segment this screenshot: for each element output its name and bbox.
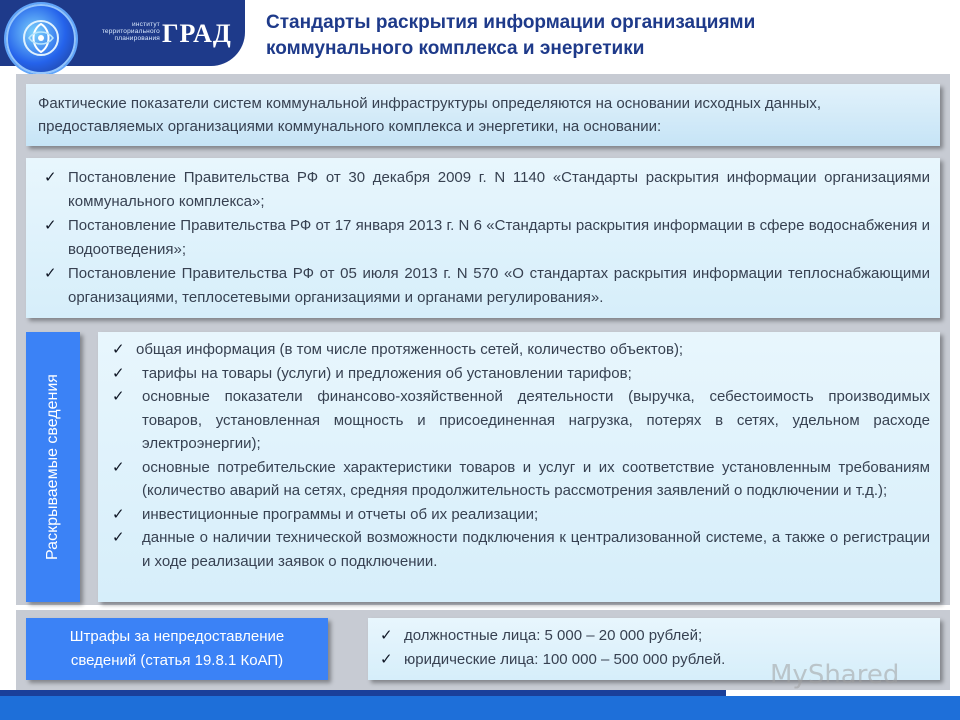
regulation-text: Постановление Правительства РФ от 05 июля 2013 г. N 570 «О стандартах раскрытия информации теплоснабжающими организациями, теплосетевыми организациями и органами регулирования».: [68, 265, 930, 306]
institute-caption: институт территориального планирования: [101, 21, 160, 42]
checkmark-icon: ✓: [44, 265, 57, 282]
watermark: MyShared: [770, 660, 900, 690]
list-item: [44, 214, 930, 262]
swirl-emblem-icon: [21, 18, 61, 58]
logo-banner: [0, 0, 245, 66]
regulations-list: [26, 158, 940, 310]
checkmark-icon: ✓: [112, 364, 125, 382]
checkmark-icon: ✓: [380, 651, 393, 668]
regulation-text: Постановление Правительства РФ от 30 декабря 2009 г. N 1140 «Стандарты раскрытия информации организациями коммунального комплекса»;: [68, 169, 930, 210]
regulations-box: [26, 158, 940, 318]
regulation-text: Постановление Правительства РФ от 17 января 2013 г. N 6 «Стандарты раскрытия информации в сфере водоснабжения и водоотведения»;: [68, 217, 930, 258]
list-item: [44, 166, 930, 214]
checkmark-icon: ✓: [112, 529, 125, 546]
page-title-line2: коммунального комплекса и энергетики: [266, 38, 645, 59]
list-item: [112, 503, 930, 527]
logo-emblem: [6, 4, 76, 74]
list-item: [380, 624, 930, 648]
footer-stripe: [0, 690, 726, 696]
disclosed-info-box: [98, 332, 940, 602]
checkmark-icon: ✓: [112, 505, 125, 523]
list-item: [112, 526, 930, 573]
fine-text: юридические лица: 100 000 – 500 000 рублей.: [404, 651, 726, 668]
checkmark-icon: ✓: [112, 388, 125, 405]
disclosed-item-text: основные показатели финансово-хозяйственной деятельности (выручка, себестоимость производимых товаров, установленная мощность и присоединенная нагрузка, потерях в сетях, удельном расходе электроэнергии);: [142, 388, 930, 452]
disclosed-info-label: [26, 332, 80, 602]
checkmark-icon: ✓: [112, 458, 125, 476]
footer-stripe-light: [726, 690, 960, 696]
fine-text: должностные лица: 5 000 – 20 000 рублей;: [404, 627, 703, 644]
checkmark-icon: ✓: [44, 217, 57, 234]
fines-label-line1: Штрафы за непредоставление: [69, 628, 285, 645]
disclosed-info-label-text: Раскрываемые сведения: [44, 374, 61, 560]
list-item: [112, 456, 930, 503]
list-item: [112, 338, 930, 362]
list-item: [112, 385, 930, 456]
disclosed-item-text: данные о наличии технической возможности подключения к централизованной системе, а также о регистрации и ходе реализации заявок о подключении.: [142, 529, 930, 570]
brand-name: ГРАД: [162, 19, 232, 48]
fines-label: [26, 618, 328, 680]
disclosed-item-text: инвестиционные программы и отчеты об их реализации;: [142, 505, 539, 523]
disclosed-info-list: [98, 332, 940, 573]
intro-box: [26, 84, 940, 146]
disclosed-item-text: основные потребительские характеристики товаров и услуг и их соответствие установленным требованиям (количество аварий на сетях, средняя продолжительность рассмотрения заявлений о подключении и т.д.);: [142, 458, 930, 499]
page-title-line1: Стандарты раскрытия информации организациями: [266, 12, 756, 33]
checkmark-icon: ✓: [380, 627, 393, 644]
list-item: [44, 262, 930, 310]
page-title: [266, 10, 926, 62]
fines-label-line2: сведений (статья 19.8.1 КоАП): [70, 652, 284, 669]
checkmark-icon: ✓: [112, 341, 125, 358]
disclosed-item-text: тарифы на товары (услуги) и предложения об установлении тарифов;: [142, 364, 632, 382]
checkmark-icon: ✓: [44, 169, 57, 186]
disclosed-item-text: общая информация (в том числе протяженность сетей, количество объектов);: [136, 341, 684, 358]
list-item: [112, 362, 930, 386]
intro-text: Фактические показатели систем коммунальной инфраструктуры определяются на основании исходных данных, предоставляемых организациями коммунального комплекса и энергетики, на основании:: [38, 95, 821, 135]
